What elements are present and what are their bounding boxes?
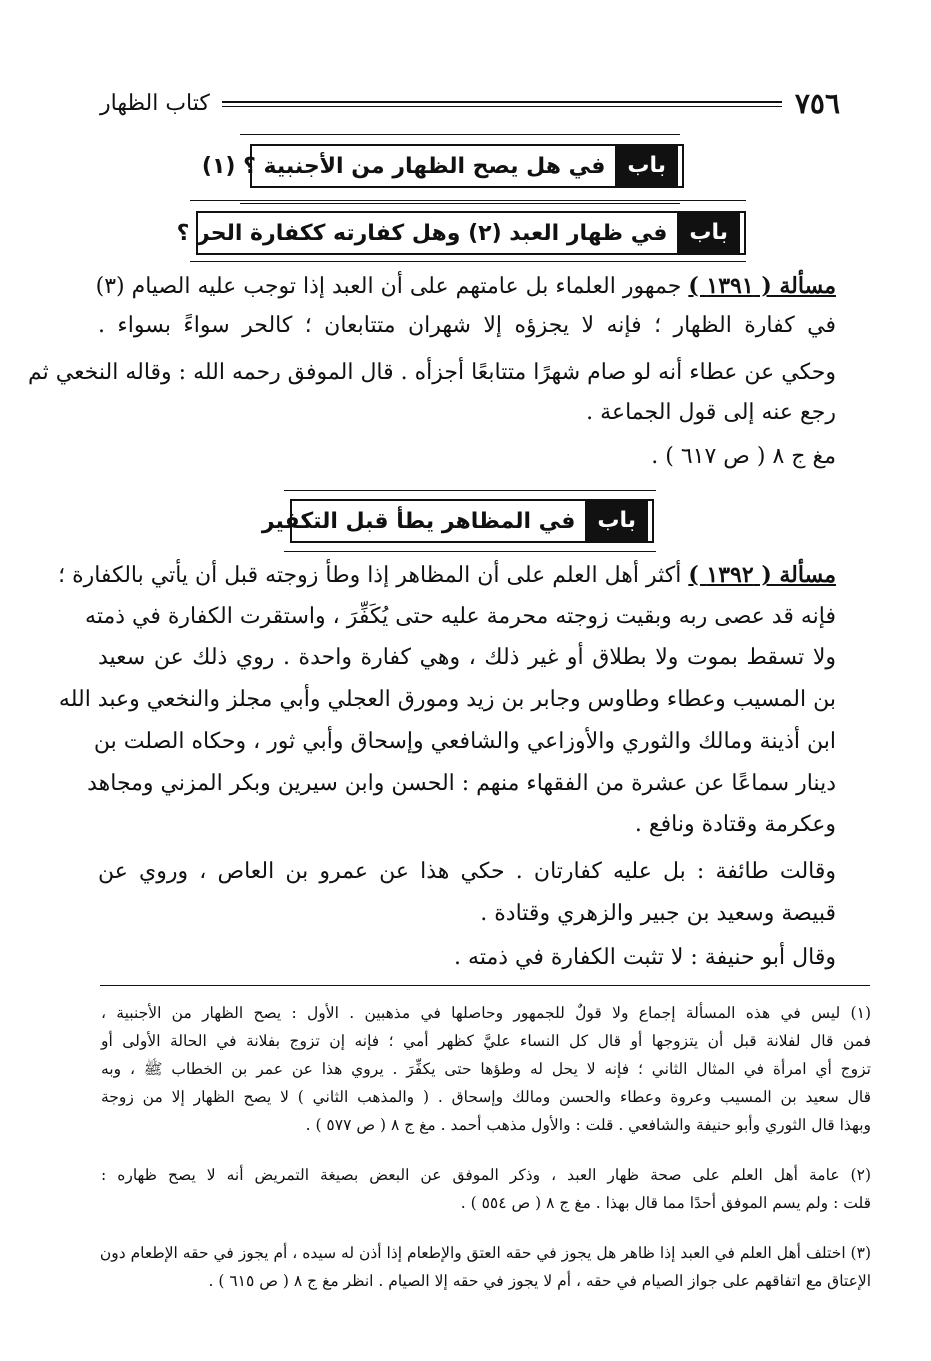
text-line: وقال أبو حنيفة : لا تثبت الكفارة في ذمته . — [454, 945, 836, 970]
text-line: وعكرمة وقتادة ونافع . — [634, 812, 836, 837]
section-title: في ظهار العبد (٢) وهل كفارته ككفارة الحر ؟ — [176, 220, 668, 246]
text-line: وقالت طائفة : بل عليه كفارتان . حكي هذا عن عمرو بن العاص ، وروي عن — [98, 859, 836, 884]
book-title: كتاب الظهار — [100, 91, 210, 116]
running-header — [100, 84, 840, 124]
section-heading — [261, 499, 654, 543]
text-line: مسألة ( ١٣٩٢ ) أكثر أهل العلم على أن المظاهر إذا وطأ زوجته قبل أن يأتي بالكفارة ؛ — [58, 562, 836, 588]
footnote-line: (٣) اختلف أهل العلم في العبد إذا ظاهر هل يجوز في حقه العتق والإطعام إذا أذن له سيده ، أم يجوز في حقه الإطعام دون — [99, 1244, 871, 1262]
text-line: رجع عنه إلى قول الجماعة . — [586, 400, 836, 425]
footnote-line: الإعتاق مع اتفاقهم على جواز الصيام في حقه ، أم لا يجوز في حقه إلا الصيام . انظر مغ ج ٨ ( ص ٦١٥ ) . — [208, 1272, 871, 1290]
footnote-line: قال سعيد بن المسيب وعروة وعطاء والحسن ومالك وإسحاق . ( والمذهب الثاني ) لا يصح الظهار إلا من زوجة — [101, 1088, 871, 1106]
text-line: قبيصة وسعيد بن جبير والزهري وقتادة . — [480, 901, 836, 926]
text-line: فإنه قد عصى ربه وبقيت زوجته محرمة عليه حتى يُكَفِّرَ ، واستقرت الكفارة في ذمته — [85, 604, 836, 629]
text-line: وحكي عن عطاء أنه لو صام شهرًا متتابعًا أجزأه . قال الموفق رحمه الله : وقاله النخعي ثم — [27, 360, 836, 385]
footnote-line: تزوج أي امرأة في المثال الثاني ؛ فإنه لا يحل له وطؤها حتى يكفِّرَ . يروي هذا عن عمر بن الخطاب ﷺ ، وبه — [101, 1060, 871, 1078]
text-line: ولا تسقط بموت ولا بطلاق أو غير ذلك ، وهي كفارة واحدة . روي ذلك عن سعيد — [98, 645, 836, 670]
text-line: دينار سماعًا عن عشرة من الفقهاء منهم : الحسن وابن سيرين وبكر المزني ومجاهد — [87, 771, 836, 796]
page-number: ٧٥٦ — [794, 87, 840, 120]
section-label: باب — [615, 146, 678, 186]
section-heading — [176, 211, 746, 255]
footnote-line: قلت : ولم يسم الموفق أحدًا مما قال بهذا . مغ ج ٨ ( ص ٥٥٤ ) . — [460, 1194, 871, 1212]
section-label: باب — [585, 501, 648, 541]
section-title: في هل يصح الظهار من الأجنبية ؟ (١) — [201, 153, 606, 179]
footnote-line: (٢) عامة أهل العلم على صحة ظهار العبد ، وذكر الموفق عن البعض بصيغة التمريض أنه لا يصح ظهاره : — [101, 1166, 871, 1184]
section-heading — [201, 144, 684, 188]
text-line: بن المسيب وعطاء وطاوس وجابر بن زيد ومورق العجلي وأبي مجلز والنخعي وعبد الله — [58, 687, 836, 712]
footnote-line: (١) ليس في هذه المسألة إجماع ولا قولٌ للجمهور وحاصلها في مذهبين . الأول : يصح الظهار من الأجنبية ، — [101, 1004, 871, 1022]
text-line: في كفارة الظهار ؛ فإنه لا يجزؤه إلا شهران متتابعان ؛ كالحر سواءً بسواء . — [98, 313, 836, 338]
text-line: مسألة ( ١٣٩١ ) جمهور العلماء بل عامتهم على أن العبد إذا توجب عليه الصيام (٣) — [95, 273, 836, 299]
section-title: في المظاهر يطأ قبل التكفير — [261, 508, 576, 534]
footnote-line: فمن قال لفلانة قبل أن يتزوجها أو قال كل النساء عليَّ كظهر أمي ؛ فإنه إن تزوج بفلانة في الحالة الأولى أو — [101, 1032, 871, 1050]
text-line: ابن أذينة ومالك والثوري والأوزاعي والشافعي وإسحاق وأبي ثور ، وحكاه الصلت بن — [93, 729, 836, 754]
footnote-rule — [100, 985, 870, 986]
masala-number: مسألة ( ١٣٩١ ) — [688, 273, 836, 299]
section-label: باب — [677, 213, 740, 253]
header-rule — [222, 101, 782, 107]
reference: مغ ج ٨ ( ص ٦١٧ ) . — [651, 444, 836, 469]
masala-number: مسألة ( ١٣٩٢ ) — [688, 562, 836, 588]
footnote-line: وبهذا قال الثوري وأبو حنيفة والشافعي . قلت : والأول مذهب أحمد . مغ ج ٨ ( ص ٥٧٧ ) . — [305, 1116, 871, 1134]
